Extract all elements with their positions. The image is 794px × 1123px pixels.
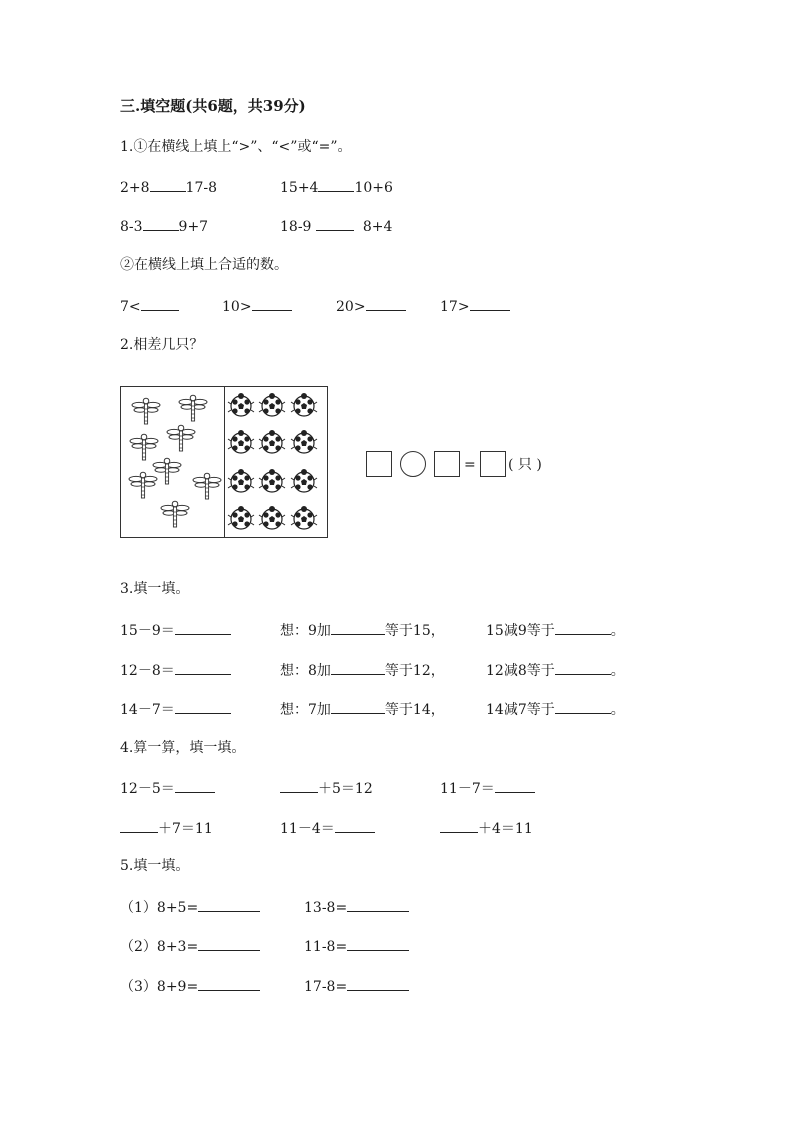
ladybug-icon: [291, 469, 317, 492]
answer-blank[interactable]: [175, 660, 231, 675]
q3-row2-think: [280, 660, 445, 680]
answer-blank[interactable]: [198, 897, 260, 912]
q4-a1: [120, 778, 215, 798]
q3-sub-pre: 14减7等于: [486, 702, 555, 718]
q3-end: 。: [610, 702, 625, 718]
q1-c1: [120, 296, 179, 316]
ladybug-icon: [228, 469, 254, 492]
q1-r2b-right: 8+4: [362, 219, 393, 235]
ladybug-icon: [259, 430, 285, 453]
q5-left-text: （1）8+5=: [120, 900, 199, 916]
answer-blank[interactable]: [175, 778, 215, 793]
q3-row2-eq: [120, 660, 231, 680]
q5-row3-right: [304, 976, 409, 996]
q5-left-text: （2）8+3=: [120, 939, 199, 955]
answer-blank[interactable]: [252, 296, 292, 311]
q3-row1-eq: [120, 620, 231, 640]
counting-figure: [120, 386, 328, 538]
ladybug-icon: [259, 469, 285, 492]
q1-r2a-right: 9+7: [178, 219, 209, 235]
q1-c4-text: 17>: [440, 299, 470, 315]
q1-c1-text: 7<: [120, 299, 141, 315]
q3-row1-think: [280, 620, 445, 640]
answer-blank[interactable]: [318, 177, 354, 192]
answer-blank[interactable]: [141, 296, 179, 311]
answer-blank[interactable]: [143, 216, 179, 231]
q1-prompt: 1.①在横线上填上“>”、“<”或“=”。: [120, 139, 352, 155]
dragonfly-icon: [167, 425, 195, 451]
ladybug-icon: [228, 506, 254, 529]
answer-blank[interactable]: [555, 620, 611, 635]
q3-sub-pre: 15减9等于: [486, 623, 555, 639]
q3-think-post: 等于12，: [384, 663, 445, 679]
q4-b3-text: ＋4＝11: [478, 821, 533, 837]
q4-a3: [440, 778, 535, 798]
answer-blank[interactable]: [280, 778, 318, 793]
q2-prompt: 2.相差几只？: [120, 337, 204, 353]
ladybug-icon: [259, 506, 285, 529]
q1-row2-item1: [120, 216, 208, 236]
q5-row3-left: [120, 976, 260, 996]
q5-row1-left: [120, 897, 260, 917]
answer-box-2[interactable]: [434, 451, 460, 477]
answer-blank[interactable]: [175, 699, 231, 714]
answer-box-3[interactable]: [480, 451, 506, 477]
q1-c2: [222, 296, 292, 316]
q3-think-post: 等于15，: [384, 623, 445, 639]
q3-row3-sub: [486, 699, 625, 719]
answer-blank[interactable]: [495, 778, 535, 793]
q4-a3-text: 11－7＝: [440, 781, 495, 797]
q3-eq-text: 15－9＝: [120, 623, 175, 639]
q3-end: 。: [610, 623, 625, 639]
q5-prompt: 5.填一填。: [120, 858, 190, 874]
q3-row3-eq: [120, 699, 231, 719]
answer-box-1[interactable]: [366, 451, 392, 477]
answer-blank[interactable]: [198, 976, 260, 991]
answer-blank[interactable]: [347, 897, 409, 912]
answer-blank[interactable]: [347, 976, 409, 991]
ladybug-icon: [291, 393, 317, 416]
q4-a2-text: ＋5＝12: [318, 781, 373, 797]
q3-think-pre: 想：8加: [280, 663, 331, 679]
q5-right-text: 13-8=: [304, 900, 348, 916]
dragonfly-icon: [193, 473, 221, 499]
q1-r2b-left: 18-9: [280, 219, 312, 235]
q1-row1-item2: [280, 177, 393, 197]
q5-row1-right: [304, 897, 409, 917]
answer-blank[interactable]: [175, 620, 231, 635]
q1-r1a-right: 17-8: [185, 180, 217, 196]
q5-row2-right: [304, 936, 409, 956]
q3-sub-pre: 12减8等于: [486, 663, 555, 679]
q3-row1-sub: [486, 620, 625, 640]
q1-prompt2: ②在横线上填上合适的数。: [120, 257, 288, 273]
q3-row3-think: [280, 699, 445, 719]
q1-row1-item1: [120, 177, 217, 197]
q1-r1a-left: 2+8: [120, 180, 150, 196]
q4-b2: [280, 818, 375, 838]
ladybug-icon: [291, 430, 317, 453]
q4-b1-text: ＋7＝11: [158, 821, 213, 837]
ladybug-icon: [228, 430, 254, 453]
answer-blank[interactable]: [470, 296, 510, 311]
q5-right-text: 17-8=: [304, 979, 348, 995]
ladybug-icon: [228, 393, 254, 416]
q3-eq-text: 12－8＝: [120, 663, 175, 679]
q4-b3: [440, 818, 533, 838]
answer-blank[interactable]: [316, 216, 354, 231]
answer-blank[interactable]: [555, 660, 611, 675]
answer-blank[interactable]: [440, 818, 478, 833]
answer-blank[interactable]: [331, 660, 385, 675]
q4-b1: [120, 818, 213, 838]
answer-blank[interactable]: [335, 818, 375, 833]
q3-think-pre: 想：9加: [280, 623, 331, 639]
q3-think-post: 等于14，: [384, 702, 445, 718]
answer-blank[interactable]: [555, 699, 611, 714]
answer-blank[interactable]: [198, 936, 260, 951]
answer-blank[interactable]: [366, 296, 406, 311]
dragonfly-icon: [179, 395, 207, 421]
q5-row2-left: [120, 936, 260, 956]
dragonfly-icon: [130, 434, 158, 460]
equals-sign: =: [464, 457, 476, 473]
dragonfly-icon: [129, 472, 157, 498]
unit-label: ( 只 ): [508, 457, 542, 473]
q3-eq-text: 14－7＝: [120, 702, 175, 718]
q3-row2-sub: [486, 660, 625, 680]
answer-blank[interactable]: [331, 699, 385, 714]
q1-r2a-left: 8-3: [120, 219, 143, 235]
dragonfly-icon: [132, 398, 160, 424]
q4-a1-text: 12－5＝: [120, 781, 175, 797]
q3-think-pre: 想：7加: [280, 702, 331, 718]
answer-blank[interactable]: [120, 818, 158, 833]
answer-blank[interactable]: [347, 936, 409, 951]
q1-c3: [336, 296, 406, 316]
figure-svg: [121, 387, 327, 537]
q4-prompt: 4.算一算，填一填。: [120, 740, 246, 756]
q3-end: 。: [610, 663, 625, 679]
answer-blank[interactable]: [331, 620, 385, 635]
q1-r1b-left: 15+4: [280, 180, 319, 196]
answer-blank[interactable]: [150, 177, 186, 192]
dragonfly-icon: [161, 501, 189, 527]
q1-row2-item2: [280, 216, 392, 236]
q1-c4: [440, 296, 510, 316]
q4-b2-text: 11－4＝: [280, 821, 335, 837]
ladybug-icon: [259, 393, 285, 416]
q1-r1b-right: 10+6: [354, 180, 393, 196]
operator-circle[interactable]: [400, 451, 426, 477]
q1-c3-text: 20>: [336, 299, 366, 315]
dragonfly-icon: [153, 458, 181, 484]
q4-a2: [280, 778, 373, 798]
section-title: 三.填空题(共6题，共39分): [120, 97, 306, 115]
q5-left-text: （3）8+9=: [120, 979, 199, 995]
q3-prompt: 3.填一填。: [120, 581, 190, 597]
q1-c2-text: 10>: [222, 299, 252, 315]
ladybug-icon: [291, 506, 317, 529]
q5-right-text: 11-8=: [304, 939, 348, 955]
